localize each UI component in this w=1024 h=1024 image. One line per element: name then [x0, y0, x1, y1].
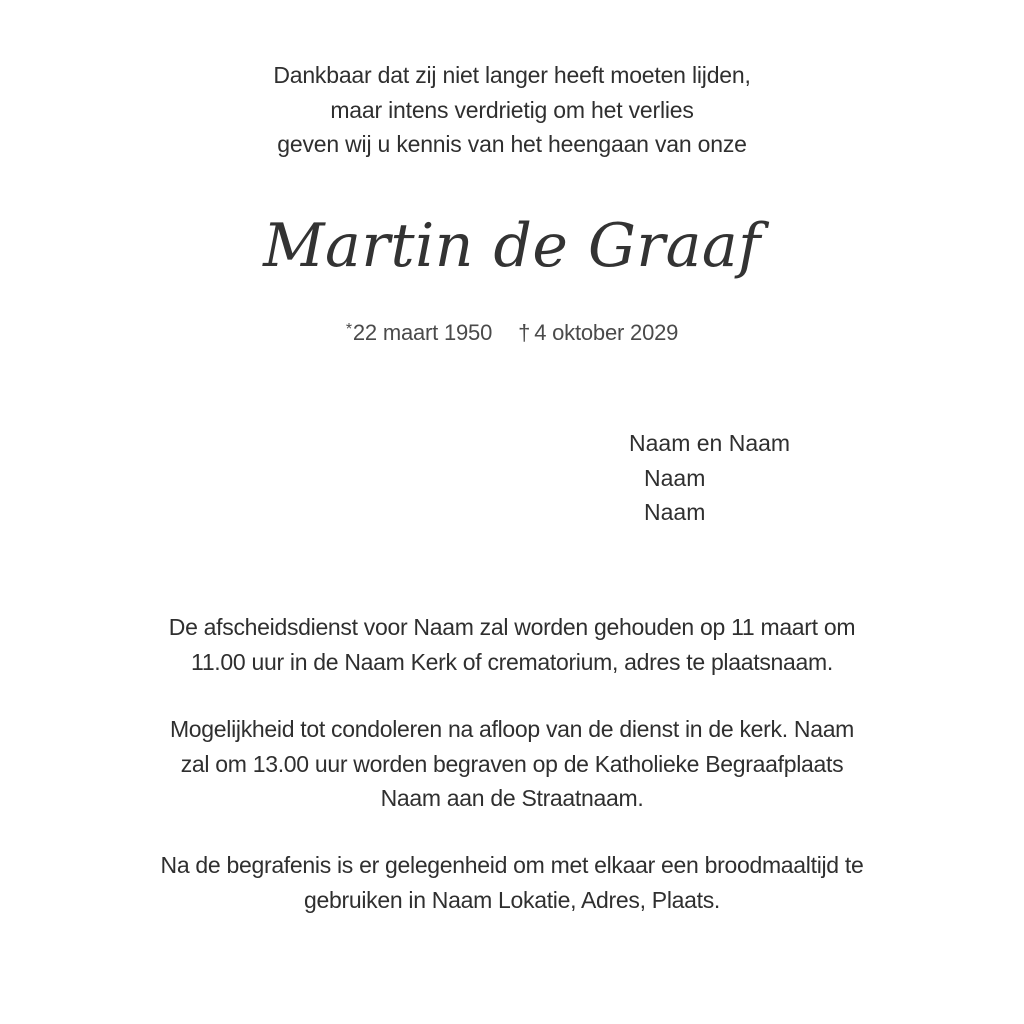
condolence-paragraph: [0, 712, 1024, 816]
reception-line-2: gebruiken in Naam Lokatie, Adres, Plaats.: [304, 886, 720, 913]
death-date: 4 oktober 2029: [534, 320, 679, 345]
condolence-line-2: zal om 13.00 uur worden begraven op de Katholieke Begraafplaats: [180, 750, 844, 777]
intro-line-2: maar intens verdrietig om het verlies: [330, 96, 694, 123]
family-line-2: Naam: [644, 464, 706, 491]
family-line-3: Naam: [644, 499, 706, 525]
family-names: [629, 426, 790, 530]
death-symbol: †: [518, 320, 531, 345]
service-line-1: De afscheidsdienst voor Naam zal worden gehouden op 11 maart om: [168, 614, 856, 640]
intro-line-3: geven wij u kennis van het heengaan van onze: [277, 131, 747, 157]
condolence-line-3: Naam aan de Straatnaam.: [380, 785, 644, 811]
service-paragraph: [0, 610, 1024, 679]
family-line-1: Naam en Naam: [629, 430, 791, 456]
birth-date: 22 maart 1950: [352, 320, 493, 345]
intro-line-1: Dankbaar dat zij niet langer heeft moeten lijden,: [273, 62, 751, 88]
deceased-name: Martin de Graaf: [263, 211, 761, 281]
intro-text: [0, 58, 1024, 162]
life-dates: [0, 313, 1024, 350]
service-line-2: 11.00 uur in de Naam Kerk of crematorium, adres te plaatsnaam.: [191, 648, 833, 675]
birth-symbol: *: [345, 321, 352, 338]
reception-line-1: Na de begrafenis is er gelegenheid om met elkaar een broodmaaltijd te: [160, 852, 864, 878]
reception-paragraph: [0, 848, 1024, 917]
condolence-line-1: Mogelijkheid tot condoleren na afloop van de dienst in de kerk. Naam: [169, 716, 855, 742]
